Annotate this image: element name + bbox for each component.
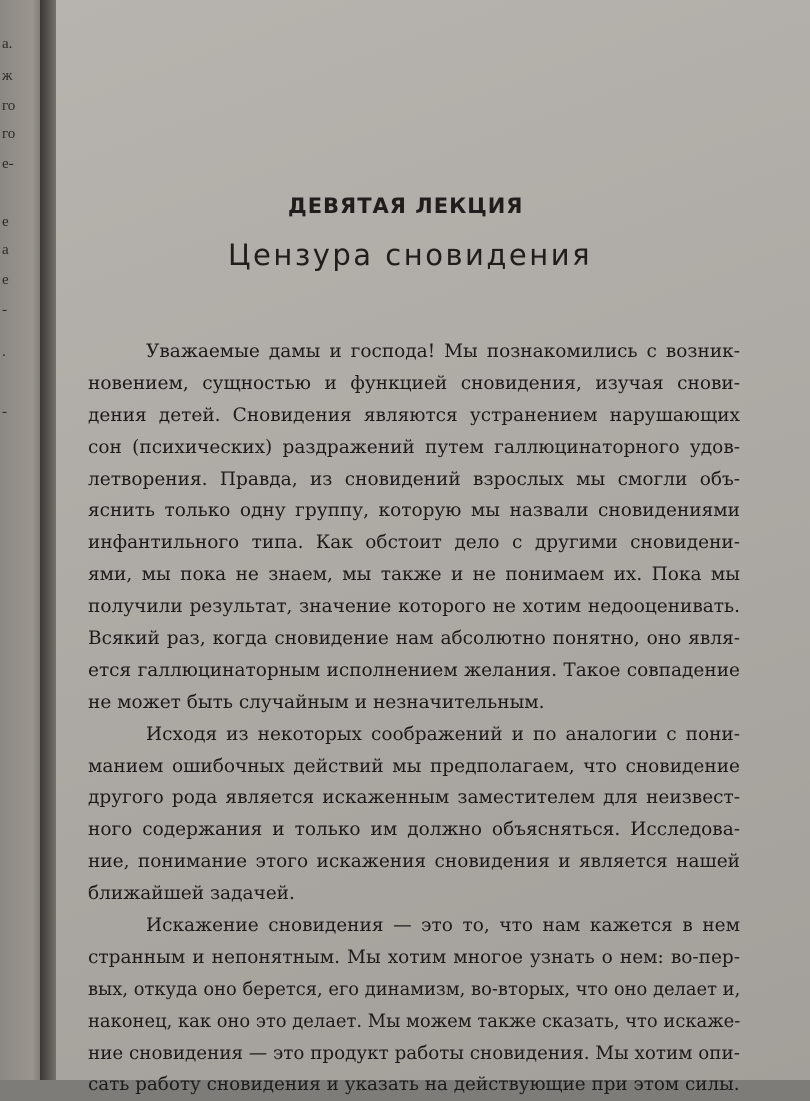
text-line: яснить только одну группу, которую мы назвали сновидениями <box>88 500 740 522</box>
page-fragment: . <box>2 344 6 360</box>
lecture-number: ДЕВЯТАЯ ЛЕКЦИЯ <box>288 194 524 218</box>
page-fragment: а. <box>2 36 13 52</box>
text-line: Всякий раз, когда сновидение нам абсолютно понятно, оно явля- <box>88 628 740 650</box>
page-fragment: го <box>2 126 16 142</box>
text-line: ного содержания и только им должно объясняться. Исследова- <box>88 819 740 841</box>
text-line: дения детей. Сновидения являются устранением нарушающих <box>88 404 740 426</box>
text-line: сон (психических) раздражений путем галлюцинаторного удов- <box>88 436 740 458</box>
text-line: Исходя из некоторых соображений и по аналогии с пони- <box>146 723 740 745</box>
text-line: ближайшей задачей. <box>88 883 295 905</box>
text-line: манием ошибочных действий мы предполагаем, что сновидение <box>88 755 740 777</box>
text-line: Уважаемые дамы и господа! Мы познакомились с возник- <box>146 341 740 362</box>
text-line: ние сновидения — это продукт работы сновидения. Мы хотим опи- <box>88 1042 740 1064</box>
page-fragment: го <box>2 98 16 114</box>
body-text <box>88 336 740 1101</box>
text-line: наконец, как оно это делает. Мы можем также сказать, что искаже- <box>88 1010 741 1032</box>
text-line: вых, откуда оно берется, его динамизм, во-вторых, что оно делает и, <box>88 978 741 1000</box>
lecture-title: Цензура сновидения <box>228 238 593 272</box>
text-line: получили результат, значение которого не хотим недооценивать. <box>88 596 740 618</box>
text-line: сать работу сновидения и указать на действующие при этом силы. <box>88 1074 740 1096</box>
text-line: летворения. Правда, из сновидений взрослых мы смогли объ- <box>88 468 740 490</box>
page-fragment: - <box>2 302 7 318</box>
text-line: инфантильного типа. Как обстоит дело с другими сновидени- <box>88 532 740 554</box>
page-fragment: а <box>2 242 9 258</box>
page-fragment: ж <box>2 68 13 84</box>
text-line: Искажение сновидения — это то, что нам кажется в нем <box>146 915 740 937</box>
text-line: другого рода является искаженным заместителем для неизвест- <box>88 787 740 809</box>
page-fragment: - <box>2 404 7 420</box>
text-line: не может быть случайным и незначительным. <box>88 691 545 713</box>
text-line: странным и непонятным. Мы хотим многое узнать о нем: во-пер- <box>88 946 740 968</box>
page-fragment: е <box>2 272 9 288</box>
text-line: ние, понимание этого искажения сновидения и является нашей <box>88 851 740 873</box>
text-line: ями, мы пока не знаем, мы также и не понимаем их. Пока мы <box>88 564 740 586</box>
page-fragment: е- <box>2 156 14 172</box>
text-line: новением, сущностью и функцией сновидения, изучая снови- <box>88 372 740 394</box>
text-line: ется галлюцинаторным исполнением желания. Такое совпадение <box>88 659 740 681</box>
page-fragment: е <box>2 214 9 230</box>
